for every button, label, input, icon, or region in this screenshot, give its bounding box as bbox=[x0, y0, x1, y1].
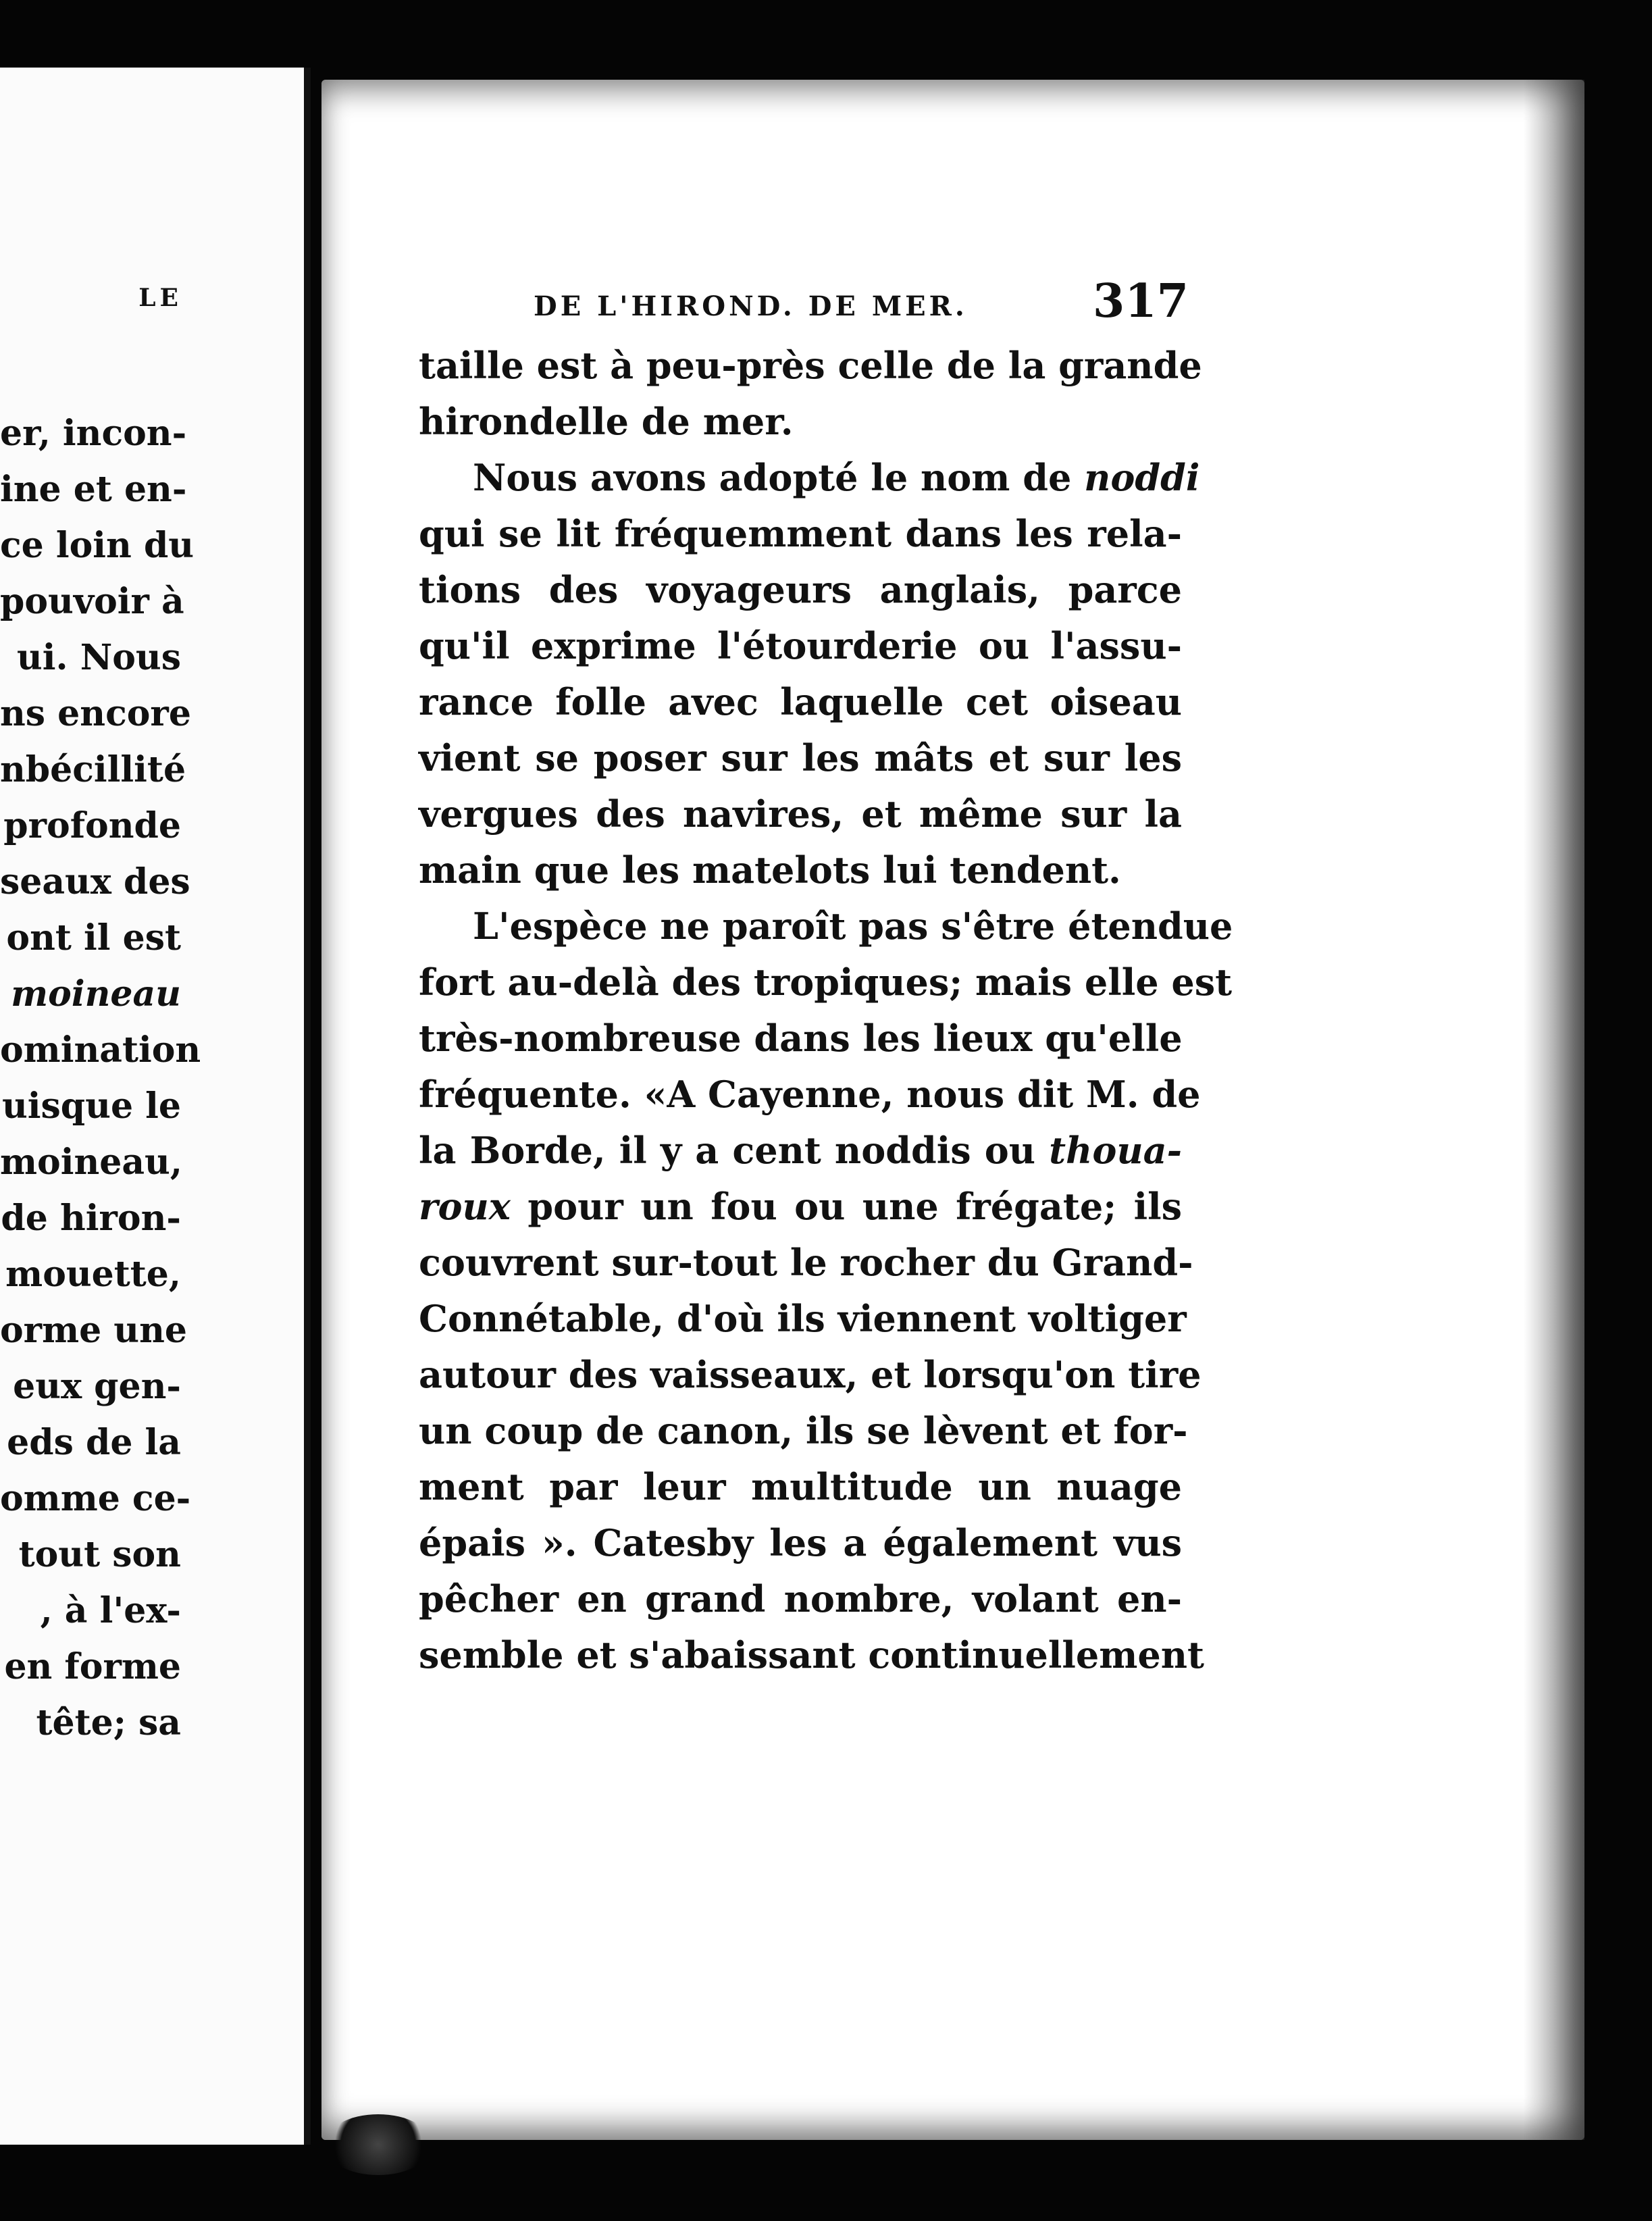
left-line: omme ce- bbox=[0, 1478, 191, 1519]
body-line: très-nombreuse dans les lieux qu'elle bbox=[419, 1017, 1183, 1060]
italic-term: noddi bbox=[1084, 456, 1200, 499]
page-edge-shadow bbox=[1524, 80, 1584, 2140]
body-line: rance folle avec laquelle cet oiseau bbox=[419, 680, 1182, 723]
page-header bbox=[534, 274, 1189, 335]
left-line: profonde bbox=[3, 805, 181, 846]
body-line: autour des vaisseaux, et lorsqu'on tire bbox=[419, 1353, 1202, 1396]
body-line: un coup de canon, ils se lèvent et for- bbox=[419, 1409, 1188, 1452]
body-line: tions des voyageurs anglais, parce bbox=[419, 568, 1182, 611]
body-line: ment par leur multitude un nuage bbox=[419, 1465, 1182, 1508]
body-line: fort au-delà des tropiques; mais elle est bbox=[419, 961, 1233, 1004]
italic-term: roux bbox=[419, 1185, 511, 1228]
italic-term: thoua- bbox=[1049, 1129, 1182, 1172]
left-running-head: LE bbox=[138, 284, 182, 312]
body-line: la Borde, il y a cent noddis ou thoua- bbox=[419, 1129, 1182, 1172]
body-line: vient se poser sur les mâts et sur les bbox=[419, 736, 1182, 780]
body-line: Nous avons adopté le nom de noddi bbox=[473, 456, 1200, 499]
body-line: qu'il exprime l'étourderie ou l'assu- bbox=[419, 624, 1182, 667]
left-line: orme une bbox=[0, 1310, 187, 1351]
body-line: pêcher en grand nombre, volant en- bbox=[419, 1577, 1182, 1620]
left-line: eux gen- bbox=[13, 1366, 181, 1407]
left-line: de hiron- bbox=[1, 1198, 181, 1239]
left-line: nbécillité bbox=[0, 749, 186, 790]
body-text bbox=[419, 338, 1233, 1683]
body-line: couvrent sur-tout le rocher du Grand- bbox=[419, 1241, 1193, 1284]
body-line: roux pour un fou ou une frégate; ils bbox=[419, 1185, 1182, 1228]
left-line: uisque le bbox=[1, 1086, 181, 1127]
page-number: 317 bbox=[1093, 274, 1189, 328]
body-line: fréquente. «A Cayenne, nous dit M. de bbox=[419, 1073, 1201, 1116]
left-line: ns encore bbox=[0, 693, 191, 734]
scan-smudge bbox=[324, 2114, 432, 2175]
left-line: omination bbox=[0, 1029, 201, 1071]
body-line: vergues des navires, et même sur la bbox=[419, 792, 1182, 836]
body-line: taille est à peu-près celle de la grande bbox=[419, 344, 1202, 387]
left-line: tête; sa bbox=[36, 1702, 181, 1743]
left-line: eds de la bbox=[7, 1422, 181, 1463]
body-line: qui se lit fréquemment dans les rela- bbox=[419, 512, 1182, 555]
running-head: DE L'HIROND. DE MER. bbox=[534, 290, 968, 322]
left-page-fragment bbox=[0, 68, 311, 2145]
left-line: ce loin du bbox=[0, 525, 195, 566]
left-page-text bbox=[0, 405, 201, 1751]
body-line: épais ». Catesby les a également vus bbox=[419, 1521, 1182, 1564]
left-line: tout son bbox=[18, 1534, 181, 1575]
left-line: pouvoir à bbox=[0, 581, 184, 622]
left-line: er, incon- bbox=[0, 413, 187, 454]
left-line: moineau, bbox=[0, 1142, 182, 1183]
body-line: hirondelle de mer. bbox=[419, 400, 794, 443]
left-line: ont il est bbox=[6, 917, 181, 959]
left-line: en forme bbox=[4, 1646, 181, 1687]
left-line: ine et en- bbox=[0, 469, 187, 510]
left-line: mouette, bbox=[5, 1254, 181, 1295]
body-line: main que les matelots lui tendent. bbox=[419, 848, 1121, 892]
body-line: semble et s'abaissant continuellement bbox=[419, 1633, 1204, 1677]
left-line: , à l'ex- bbox=[40, 1590, 181, 1631]
body-line: Connétable, d'où ils viennent voltiger bbox=[419, 1297, 1187, 1340]
left-line: moineau bbox=[11, 973, 181, 1015]
left-line: seaux des bbox=[0, 861, 190, 902]
body-line: L'espèce ne paroît pas s'être étendue bbox=[473, 904, 1233, 948]
left-line: ui. Nous bbox=[16, 637, 181, 678]
